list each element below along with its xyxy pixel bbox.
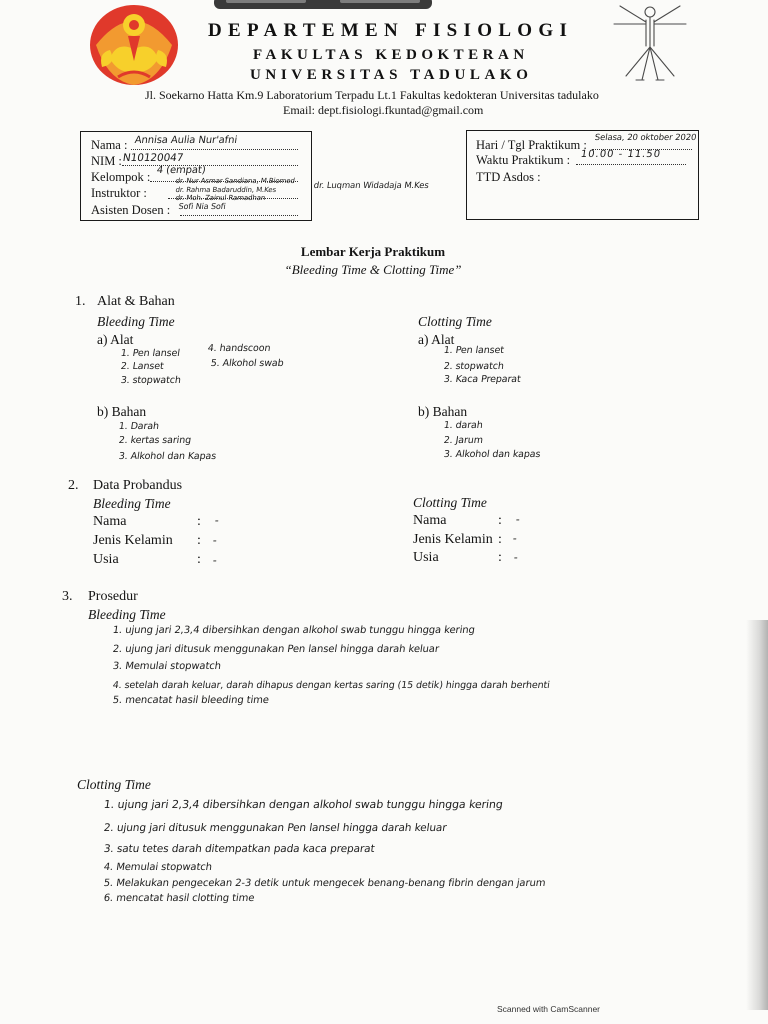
materials-clotting-tools-label: a) Alat <box>418 332 455 347</box>
scanner-watermark: Scanned with CamScanner <box>497 1004 601 1014</box>
list-item: 3. Alkohol dan Kapas <box>118 451 217 462</box>
procedure-step: 2. ujung jari ditusuk menggunakan Pen lansel hingga darah keluar <box>103 822 448 834</box>
faculty-title: FAKULTAS KEDOKTERAN <box>253 47 529 63</box>
section-3-number: 3. <box>62 589 73 604</box>
vitruvian-man-icon <box>606 0 694 84</box>
list-item: 2. kertas saring <box>118 435 192 446</box>
subject-field-separator: : <box>498 550 502 565</box>
instructor-value-3: dr. Moh. Zainul Ramadhan <box>175 194 266 202</box>
email-line: Email: dept.fisiologi.fkuntad@gmail.com <box>283 103 484 117</box>
subjects-clotting-title: Clotting Time <box>413 495 487 510</box>
list-item: 1. Pen lanset <box>443 345 505 356</box>
assistant-dotted-line <box>180 215 298 216</box>
procedure-clotting-title: Clotting Time <box>77 777 151 792</box>
subject-field-value: - <box>515 513 521 526</box>
assistant-value: Sofi Nia Sofi <box>178 202 227 211</box>
side-note-lecturer: dr. Luqman Widadaja M.Kes <box>313 181 430 191</box>
instructor-value-2: dr. Rahma Badaruddin, M.Kes <box>175 186 277 194</box>
paper-edge-shadow <box>746 620 768 1010</box>
nim-value: N10120047 <box>122 152 185 164</box>
assistant-label: Asisten Dosen : <box>91 203 171 217</box>
subject-field-separator: : <box>498 532 502 547</box>
procedure-step: 5. mencatat hasil bleeding time <box>112 695 270 706</box>
subject-field-value: - <box>513 551 519 564</box>
procedure-step: 3. satu tetes darah ditempatkan pada kaca preparat <box>103 843 376 855</box>
group-value: 4 (empat) <box>156 165 207 176</box>
materials-bleeding-tools-label: a) Alat <box>97 332 134 347</box>
address-line: Jl. Soekarno Hatta Km.9 Laboratorium Terpadu Lt.1 Fakultas kedokteran Universitas tadulako <box>145 88 599 102</box>
procedure-bleeding-title: Bleeding Time <box>88 607 166 622</box>
list-item: 3. stopwatch <box>120 375 182 386</box>
nim-label: NIM : <box>91 154 122 168</box>
list-item: 2. Lanset <box>120 361 165 372</box>
section-2-heading: Data Probandus <box>93 478 183 493</box>
subject-field-label: Usia <box>93 552 119 567</box>
section-2-number: 2. <box>68 478 79 493</box>
instructor-label: Instruktor : <box>91 186 147 200</box>
subject-field-value: - <box>212 534 218 547</box>
subject-field-separator: : <box>498 513 502 528</box>
subject-field-label: Jenis Kelamin <box>413 532 493 547</box>
university-emblem-icon <box>88 3 180 87</box>
materials-bleeding-supplies-label: b) Bahan <box>97 404 147 419</box>
binder-clip-image <box>212 0 434 12</box>
time-value: 10.00 - 11.50 <box>580 149 662 160</box>
group-label: Kelompok : <box>91 170 151 184</box>
procedure-step: 3. Memulai stopwatch <box>112 661 222 672</box>
list-item: 1. Pen lansel <box>120 348 181 359</box>
procedure-step: 4. setelah darah keluar, darah dihapus dengan kertas saring (15 detik) hingga darah berhenti <box>112 680 551 691</box>
subject-field-separator: : <box>197 533 201 548</box>
procedure-step: 2. ujung jari ditusuk menggunakan Pen lansel hingga darah keluar <box>112 644 440 655</box>
materials-clotting-title: Clotting Time <box>418 314 492 329</box>
procedure-step: 1. ujung jari 2,3,4 dibersihkan dengan alkohol swab tunggu hingga kering <box>103 798 504 811</box>
subject-field-value: - <box>214 514 220 527</box>
subjects-bleeding-title: Bleeding Time <box>93 496 171 511</box>
list-item: 1. darah <box>443 420 484 431</box>
name-dotted-line <box>131 149 298 150</box>
materials-clotting-supplies-label: b) Bahan <box>418 404 468 419</box>
subject-field-separator: : <box>197 514 201 529</box>
instructor-value-1: dr. Nur Asmar Sandiana, M.Biomed <box>175 177 296 185</box>
section-3-heading: Prosedur <box>88 589 138 604</box>
procedure-step: 1. ujung jari 2,3,4 dibersihkan dengan alkohol swab tunggu hingga kering <box>112 625 476 636</box>
name-value: Annisa Aulia Nur'afni <box>134 135 238 146</box>
time-dotted-line <box>576 164 686 165</box>
subject-field-label: Usia <box>413 550 439 565</box>
list-item: 5. Alkohol swab <box>210 358 285 369</box>
signature-label: TTD Asdos : <box>476 170 541 184</box>
list-item: 1. Darah <box>118 421 160 432</box>
list-item: 2. Jarum <box>443 435 484 446</box>
subject-field-value: - <box>512 532 518 545</box>
procedure-step: 6. mencatat hasil clotting time <box>103 893 256 904</box>
university-title: UNIVERSITAS TADULAKO <box>250 67 533 83</box>
name-label: Nama : <box>91 138 128 152</box>
subject-field-separator: : <box>197 552 201 567</box>
worksheet-subtitle: “Bleeding Time & Clotting Time” <box>284 262 462 277</box>
subject-field-label: Jenis Kelamin <box>93 533 173 548</box>
list-item: 4. handscoon <box>207 343 272 354</box>
subject-field-label: Nama <box>93 514 127 529</box>
worksheet-title: Lembar Kerja Praktikum <box>300 244 446 259</box>
list-item: 2. stopwatch <box>443 361 505 372</box>
subject-field-value: - <box>212 554 218 567</box>
list-item: 3. Alkohol dan kapas <box>443 449 542 460</box>
procedure-step: 4. Memulai stopwatch <box>103 862 213 873</box>
section-1-heading: Alat & Bahan <box>97 294 175 309</box>
procedure-step: 5. Melakukan pengecekan 2-3 detik untuk mengecek benang-benang fibrin dengan jarum <box>103 878 547 889</box>
materials-bleeding-title: Bleeding Time <box>97 314 175 329</box>
date-value: Selasa, 20 oktober 2020 <box>594 133 697 143</box>
time-label: Waktu Praktikum : <box>476 153 571 167</box>
date-label: Hari / Tgl Praktikum : <box>476 138 587 152</box>
department-title: DEPARTEMEN FISIOLOGI <box>208 20 574 41</box>
nim-dotted-line <box>122 165 298 166</box>
section-1-number: 1. <box>75 294 86 309</box>
list-item: 3. Kaca Preparat <box>443 374 522 385</box>
subject-field-label: Nama <box>413 513 447 528</box>
